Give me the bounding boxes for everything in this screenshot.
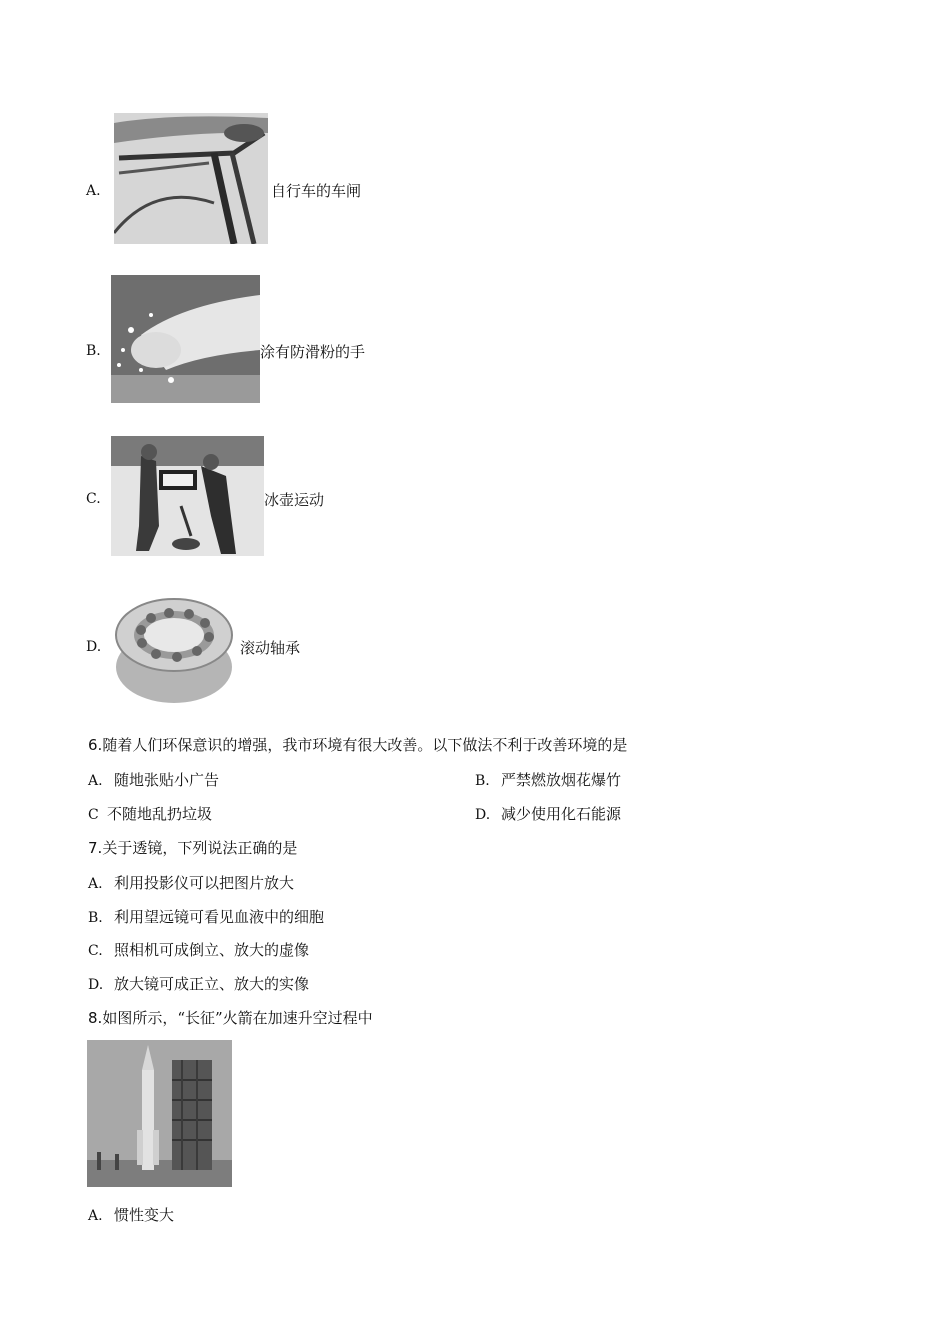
question-7-text: 关于透镜，下列说法正确的是 [102,839,298,857]
question-6-number: 6. [88,736,103,754]
option-b-caption: 涂有防滑粉的手 [260,343,366,361]
long-march-rocket-photo [87,1040,232,1187]
rolling-bearing-photo [111,585,237,706]
curling-photo [111,436,264,556]
option-c-letter: C. [86,491,101,507]
bicycle-brake-photo [114,113,268,244]
question-7-option-a: A. 利用投影仪可以把图片放大 [88,874,295,892]
option-c-caption: 冰壶运动 [264,491,325,509]
question-7-number: 7. [88,839,103,857]
question-7-option-c: C. 照相机可成倒立、放大的虚像 [88,941,310,959]
hand-with-antislip-powder-photo [111,275,260,403]
option-b-letter: B. [86,343,101,359]
question-6-option-c: C 不随地乱扔垃圾 [88,805,213,823]
question-6-option-b: B. 严禁燃放烟花爆竹 [475,771,622,789]
question-7-stem [88,837,297,858]
question-7-option-d: D. 放大镜可成正立、放大的实像 [88,975,310,993]
question-6-option-d: D. 减少使用化石能源 [475,805,622,823]
question-7-option-b: B. 利用望远镜可看见血液中的细胞 [88,908,325,926]
question-6-text: 随着人们环保意识的增强，我市环境有很大改善。以下做法不利于改善环境的是 [102,736,628,754]
option-d-letter: D. [86,639,102,655]
question-6-option-a: A. 随地张贴小广告 [88,771,220,789]
question-6-stem [88,734,627,755]
question-8-stem [88,1007,373,1028]
option-a-caption: 自行车的车闸 [271,182,362,200]
option-a-letter: A. [86,183,101,199]
question-8-option-a: A. 惯性变大 [88,1206,175,1224]
question-8-text: 如图所示，“长征”火箭在加速升空过程中 [102,1009,373,1027]
option-d-caption: 滚动轴承 [240,639,301,657]
question-8-number: 8. [88,1009,103,1027]
